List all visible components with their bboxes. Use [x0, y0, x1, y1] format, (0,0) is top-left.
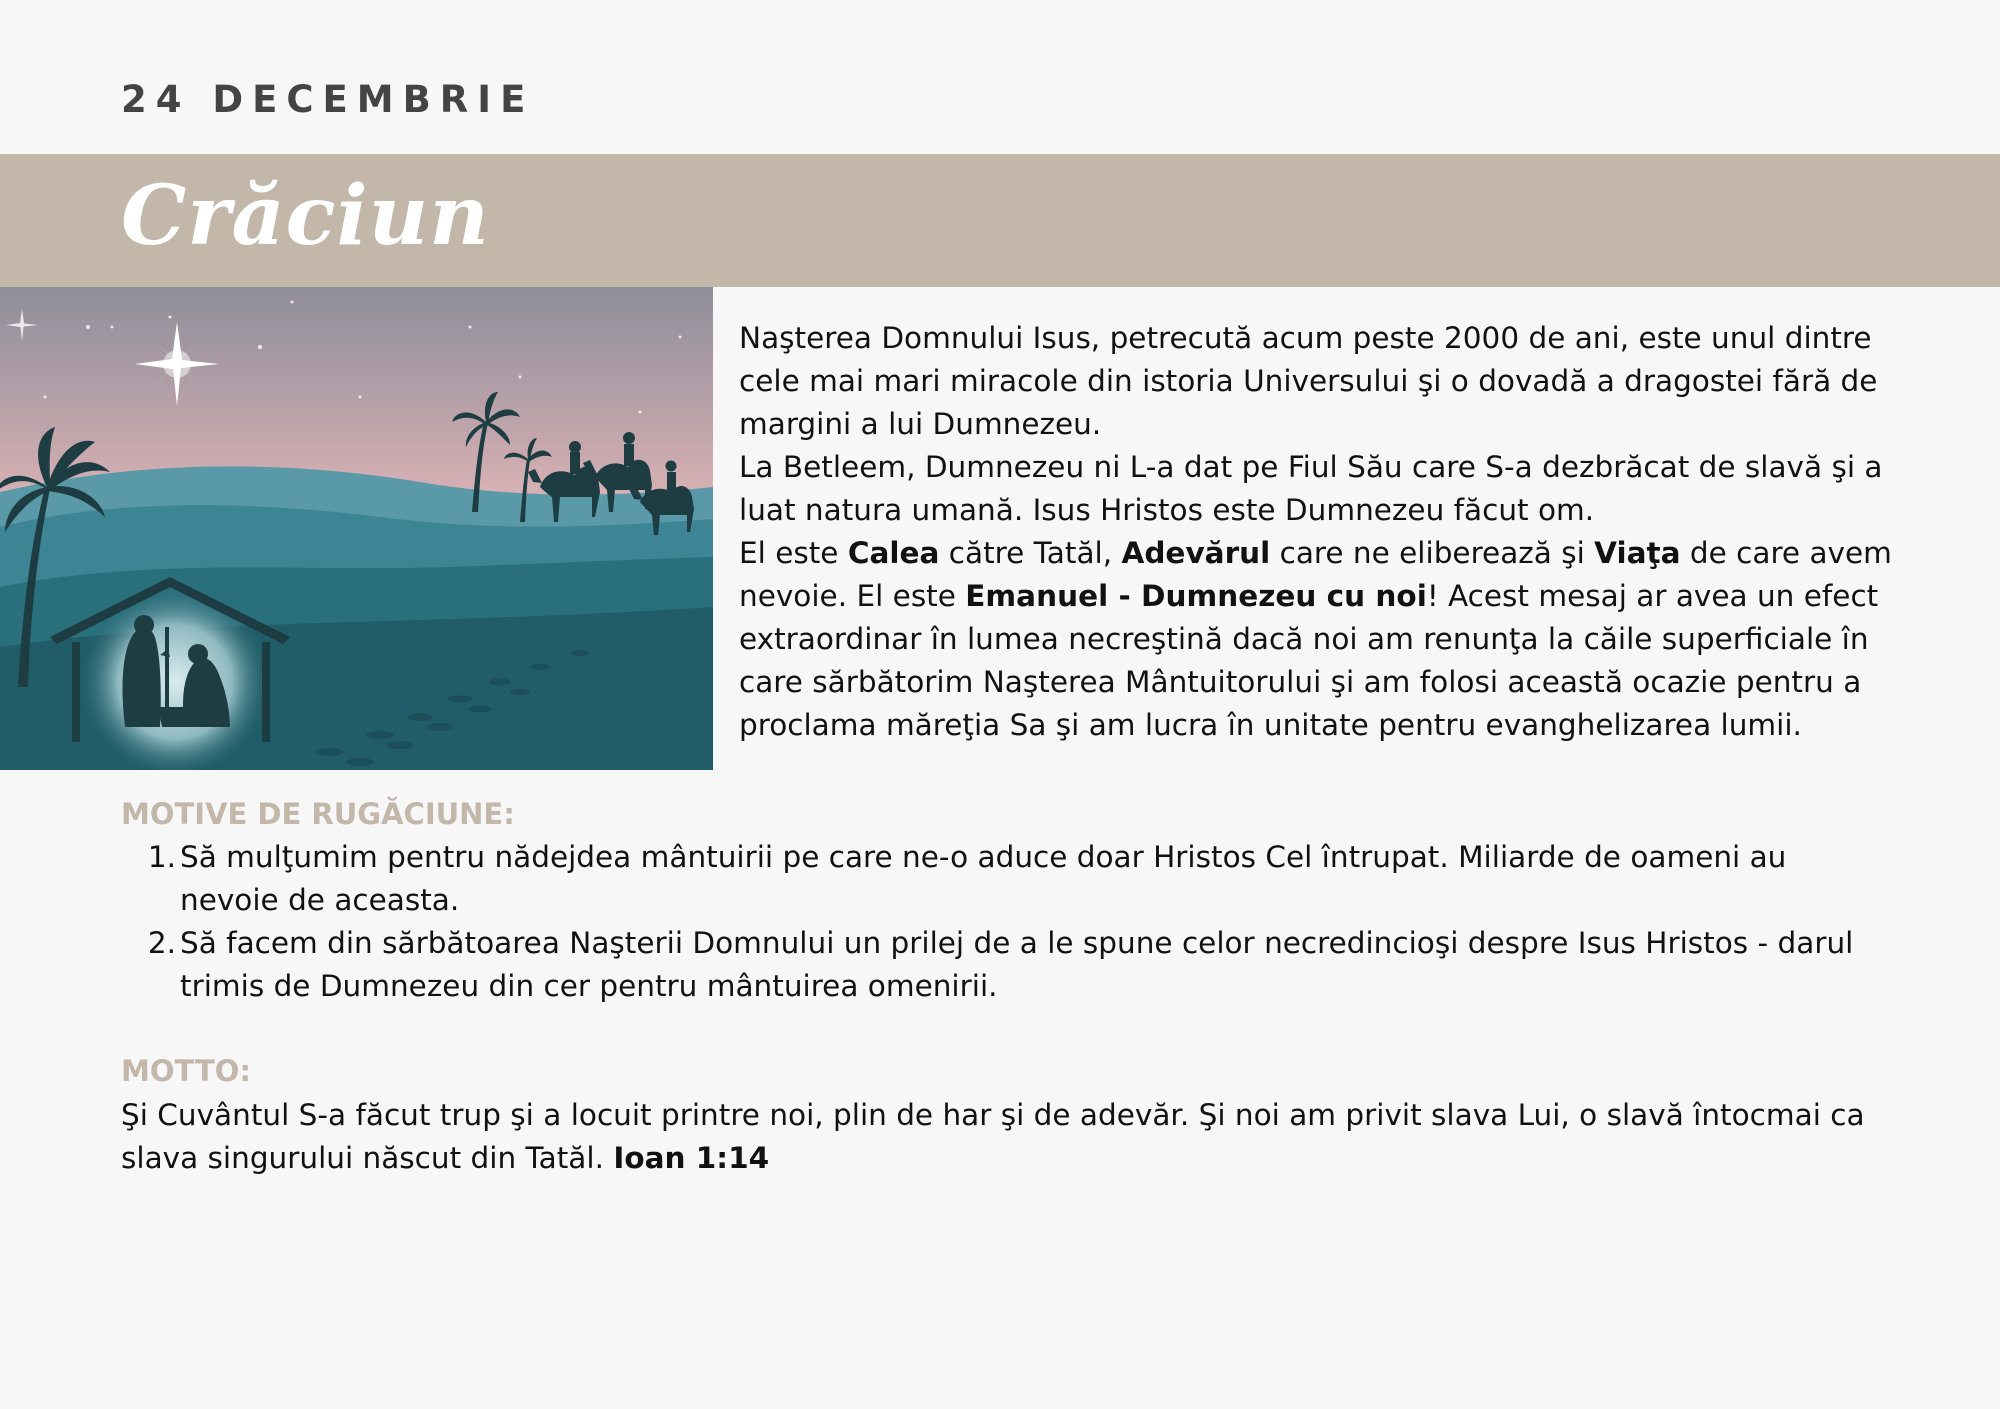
intro-paragraph-3: El este Calea către Tatăl, Adevărul care ne eliberează şi Viaţa de care avem nevoie. El este Emanuel - Dumnezeu cu noi! Acest mesaj ar avea un efect extraordinar în lumea necreştină dacă noi am renunţa la căile superficiale în care sărbătorim Naşterea Mântuitorului şi am folosi această ocazie pentru a proclama măreţia Sa şi am lucra în unitate pentru evanghelizarea lumii.	[739, 536, 1892, 742]
list-item-text: Să facem din sărbătoarea Naşterii Domnului un prilej de a le spune celor necredincioşi despre Isus Hristos - darul trimis de Dumnezeu din cer pentru mântuirea omenirii.	[180, 926, 1854, 1003]
prayer-list	[121, 836, 1891, 1008]
list-item-number: 1.	[147, 840, 176, 874]
list-item	[121, 836, 1891, 922]
motto-text	[121, 1094, 1891, 1180]
intro-paragraph-2: La Betleem, Dumnezeu ni L-a dat pe Fiul Său care S-a dezbrăcat de slavă şi a luat natura umană. Isus Hristos este Dumnezeu făcut om.	[739, 450, 1883, 527]
emphasis-calea: Calea	[847, 536, 940, 570]
page-date: 24 DECEMBRIE	[121, 78, 535, 121]
nativity-scene-illustration	[0, 287, 713, 770]
emphasis-emanuel: Emanuel - Dumnezeu cu noi	[965, 579, 1427, 613]
page-title: Crăciun	[121, 168, 490, 264]
title-banner	[0, 154, 2000, 287]
list-item-number: 2.	[147, 926, 176, 960]
prayer-section-title: MOTIVE DE RUGĂCIUNE:	[121, 797, 515, 831]
motto-quote: Şi Cuvântul S-a făcut trup şi a locuit printre noi, plin de har şi de adevăr. Şi noi am privit slava Lui, o slavă întocmai ca slava singurului născut din Tatăl.	[121, 1098, 1865, 1175]
motto-section-title: MOTTO:	[121, 1054, 251, 1088]
list-item-text: Să mulţumim pentru nădejdea mântuirii pe care ne-o aduce doar Hristos Cel întrupat. Miliarde de oameni au nevoie de aceasta.	[180, 840, 1787, 917]
emphasis-adevarul: Adevărul	[1121, 536, 1271, 570]
list-item	[121, 922, 1891, 1008]
intro-paragraph-1: Naşterea Domnului Isus, petrecută acum peste 2000 de ani, este unul dintre cele mai mari miracole din istoria Universului şi o dovadă a dragostei fără de margini a lui Dumnezeu.	[739, 321, 1878, 441]
motto-reference: Ioan 1:14	[613, 1141, 770, 1175]
emphasis-viata: Viaţa	[1594, 536, 1681, 570]
intro-text	[739, 317, 1939, 747]
